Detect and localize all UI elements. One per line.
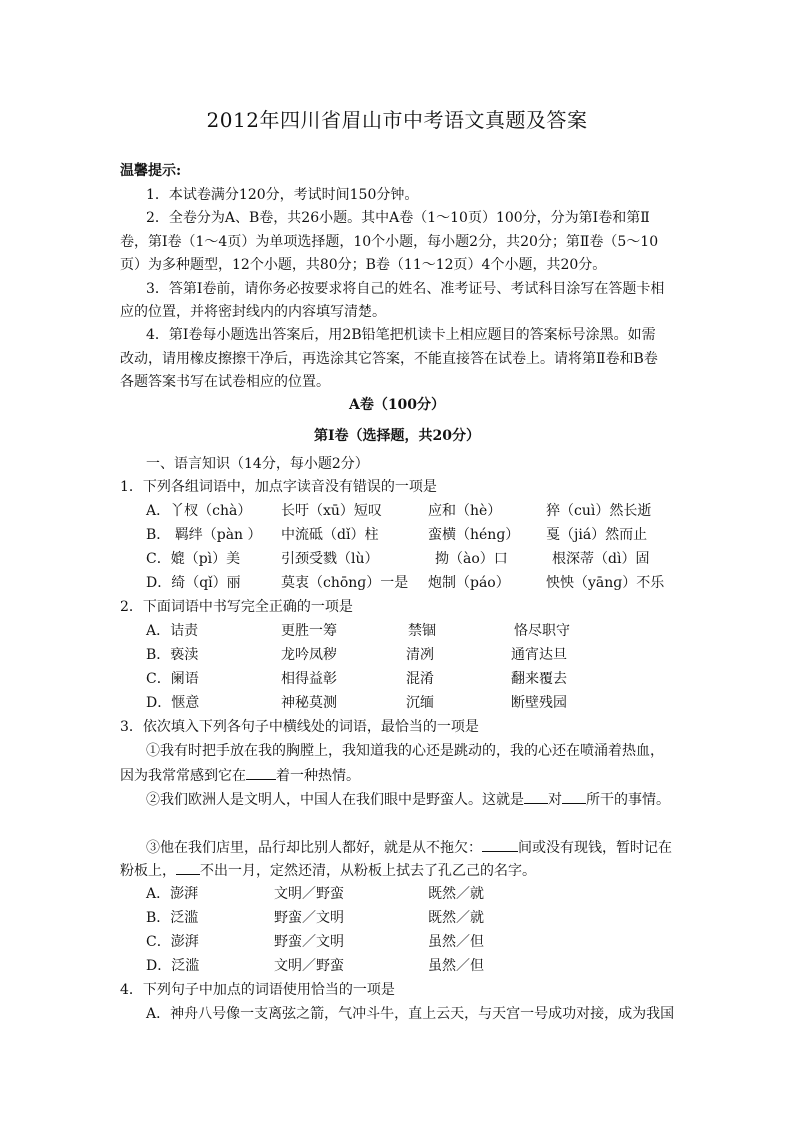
q3-option-d-word: 文明／野蛮 [274,958,344,974]
q1-option-a-word: 猝（cuì）然长逝 [546,503,652,519]
fill-blank [246,767,276,780]
q3-option-a-word: 文明／野蛮 [274,886,344,902]
q3-sentence-1: ①我有时把手放在我的胸膛上，我知道我的心还是跳动的，我的心还在喷涌着热血， [146,743,664,759]
q3-option-c: C．澎湃 [146,934,199,950]
q1-option-c-word: 拗（ào）口 [435,551,508,567]
q1-option-b: B． 羁绊（pàn ） [146,527,262,543]
q1-option-b-word: 戛（jiá）然而止 [546,527,648,543]
q3-option-c-word: 野蛮／文明 [274,934,344,950]
q3-text: ②我们欧洲人是文明人，中国人在我们眼中是野蛮人。这就是 [146,792,524,808]
q2-option-c-word: 翻来覆去 [511,671,567,687]
question-1-stem: 1．下列各组词语中，加点字读音没有错误的一项是 [120,479,437,495]
fill-blank [562,791,586,804]
q2-option-a-word: 恪尽职守 [514,623,570,639]
q3-option-c-word: 虽然／但 [428,934,484,950]
tip-line: 应的位置，并将密封线内的内容填写清楚。 [120,304,386,320]
question-2-stem: 2．下面词语中书写完全正确的一项是 [120,599,353,615]
q2-option-d-word: 沉缅 [406,695,434,711]
q1-option-a: A．丫杈（chà） [146,503,252,519]
q3-sentence-2 [146,791,670,808]
volume-a-heading: A卷（100分） [348,397,446,413]
q1-option-a-word: 应和（hè） [428,503,502,519]
tip-line: 2．全卷分为A、B卷，共26小题。其中A卷（1～10页）100分，分为第Ⅰ卷和第Ⅱ [146,210,650,226]
q3-option-b-word: 既然／就 [428,910,484,926]
tip-line: 卷，第Ⅰ卷（1～4页）为单项选择题，10个小题，每小题2分，共20分；第Ⅱ卷（5～10 [120,234,659,250]
q2-option-d: D．惬意 [146,695,200,711]
q3-text: 着一种热情。 [276,768,360,784]
q2-option-b-word: 清冽 [406,647,434,663]
q3-text: 粉板上， [120,863,176,879]
q3-text: 间或没有现钱，暂时记在 [518,840,672,856]
q2-option-b: B．亵渎 [146,647,199,663]
section-1-heading: 一、语言知识（14分，每小题2分） [146,456,369,472]
part-1-heading: 第Ⅰ卷（选择题，共20分） [313,428,481,444]
q1-option-c-word: 引颈受戮（lù） [281,551,379,567]
q2-option-b-word: 龙吟凤秽 [281,647,337,663]
q3-option-b-word: 野蛮／文明 [274,910,344,926]
question-4-stem: 4．下列句子中加点的词语使用恰当的一项是 [120,982,395,998]
fill-blank [524,791,548,804]
q3-option-b: B．泛滥 [146,910,199,926]
q3-sentence-3-cont [120,862,536,879]
tip-line: 3．答第Ⅰ卷前，请你务必按要求将自己的姓名、准考证号、考试科目涂写在答题卡相 [146,281,665,297]
q1-option-d-word: 怏怏（yānɡ）不乐 [546,575,665,591]
q1-option-d-word: 莫衷（chōnɡ）一是 [281,575,409,591]
q2-option-d-word: 神秘莫测 [281,695,337,711]
q4-option-a: A．神舟八号像一支离弦之箭，气冲斗牛，直上云天，与天宫一号成功对接，成为我国 [146,1006,675,1022]
q2-option-c-word: 相得益彰 [281,671,337,687]
fill-blank [176,862,200,875]
tip-line: 4．第Ⅰ卷每小题选出答案后，用2B铅笔把机读卡上相应题目的答案标号涂黑。如需 [146,327,656,343]
q3-option-a: A．澎湃 [146,886,199,902]
q3-sentence-3 [146,839,672,856]
q1-option-c-word: 根深蒂（dì）固 [552,551,650,567]
q2-option-d-word: 断壁残园 [511,695,567,711]
q2-option-c: C．阑语 [146,671,199,687]
q1-option-a-word: 长吁（xū）短叹 [281,503,382,519]
tip-line: 页）为多种题型，12个小题，共80分；B卷（11～12页）4个小题，共20分。 [120,257,607,273]
q1-option-d: D．绮（qǐ）丽 [146,575,241,591]
q3-option-a-word: 既然／就 [428,886,484,902]
q3-option-d-word: 虽然／但 [428,958,484,974]
q2-option-c-word: 混淆 [406,671,434,687]
q3-text: 所干的事情。 [586,792,670,808]
q1-option-b-word: 中流砥（dǐ）柱 [281,527,379,543]
q1-option-d-word: 炮制（páo） [428,575,510,591]
tip-line: 各题答案书写在试卷相应的位置。 [120,374,330,390]
page-title: 2012年四川省眉山市中考语文真题及答案 [206,108,588,132]
q2-option-a-word: 更胜一筹 [281,623,337,639]
q3-text: ③他在我们店里，品行却比别人都好，就是从不拖欠： [146,840,482,856]
q1-option-c: C．媲（pì）美 [146,551,241,567]
q2-option-a: A．诘责 [146,623,199,639]
tip-line: 1．本试卷满分120分，考试时间150分钟。 [146,187,419,203]
q3-text: 因为我常常感到它在 [120,768,246,784]
q2-option-b-word: 通宵达旦 [511,647,567,663]
tip-line: 改动，请用橡皮擦擦干净后，再选涂其它答案，不能直接答在试卷上。请将第Ⅱ卷和B卷 [120,351,658,367]
q3-text: 不出一月，定然还清，从粉板上拭去了孔乙己的名字。 [200,863,536,879]
q3-option-d: D．泛滥 [146,958,200,974]
tips-heading: 温馨提示: [120,163,182,179]
q2-option-a-word: 禁锢 [408,623,436,639]
q1-option-b-word: 蛮横（hénɡ） [428,527,520,543]
fill-blank [482,839,518,852]
q3-text: 对 [548,792,562,808]
q3-sentence-1-cont [120,767,360,784]
question-3-stem: 3．依次填入下列各句子中横线处的词语，最恰当的一项是 [120,719,479,735]
